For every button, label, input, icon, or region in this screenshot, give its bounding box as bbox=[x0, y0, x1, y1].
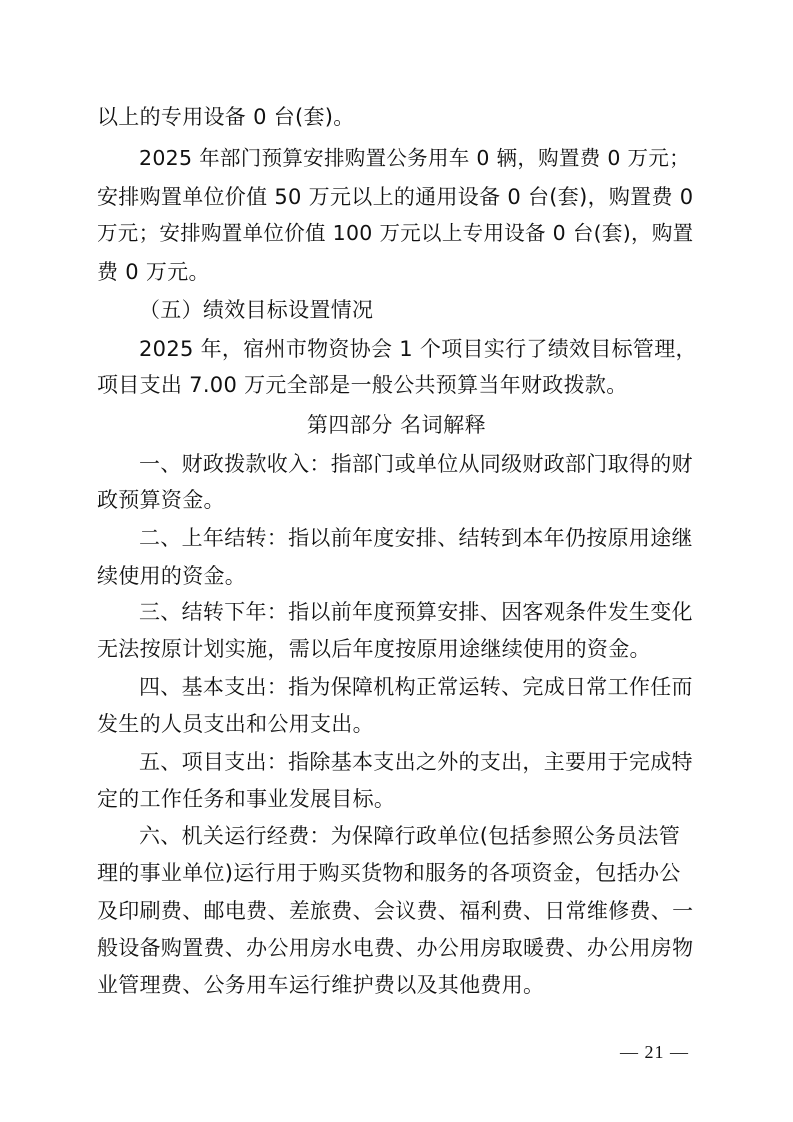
page-number: — 21 — bbox=[620, 1042, 689, 1062]
definition-line: 四、基本支出：指为保障机构正常运转、完成日常工作任而 bbox=[139, 675, 693, 699]
text-line: 费 0 万元。 bbox=[97, 260, 210, 284]
definition-line: 一、财政拨款收入：指部门或单位从同级财政部门取得的财 bbox=[139, 452, 693, 476]
definition-line: 发生的人员支出和公用支出。 bbox=[97, 712, 374, 736]
definition-line: 二、上年结转：指以前年度安排、结转到本年仍按原用途继 bbox=[139, 526, 693, 550]
definition-line: 五、项目支出：指除基本支出之外的支出，主要用于完成特 bbox=[139, 750, 693, 774]
text-line: 安排购置单位价值 50 万元以上的通用设备 0 台(套)，购置费 0 bbox=[97, 185, 694, 209]
definition-line: 续使用的资金。 bbox=[97, 564, 247, 588]
definition-line: 业管理费、公务用车运行维护费以及其他费用。 bbox=[97, 973, 545, 997]
definition-line: 及印刷费、邮电费、差旅费、会议费、福利费、日常维修费、一 bbox=[97, 899, 694, 923]
definition-line: 六、机关运行经费：为保障行政单位(包括参照公务员法管 bbox=[139, 824, 680, 848]
definition-line: 三、结转下年：指以前年度预算安排、因客观条件发生变化 bbox=[139, 600, 693, 624]
text-line: 2025 年部门预算安排购置公务用车 0 辆，购置费 0 万元； bbox=[139, 146, 690, 170]
definition-line: 无法按原计划实施，需以后年度按原用途继续使用的资金。 bbox=[97, 637, 651, 661]
definition-line: 般设备购置费、办公用房水电费、办公用房取暖费、办公用房物 bbox=[97, 936, 694, 960]
definition-line: 政预算资金。 bbox=[97, 488, 225, 512]
text-line: 2025 年，宿州市物资协会 1 个项目实行了绩效目标管理， bbox=[139, 337, 697, 361]
text-line: 项目支出 7.00 万元全部是一般公共预算当年财政拨款。 bbox=[97, 373, 628, 397]
text-line: 万元；安排购置单位价值 100 万元以上专用设备 0 台(套)，购置 bbox=[97, 221, 694, 245]
definition-line: 理的事业单位)运行用于购买货物和服务的各项资金，包括办公 bbox=[97, 861, 681, 885]
definition-line: 定的工作任务和事业发展目标。 bbox=[97, 787, 396, 811]
section-title: 第四部分 名词解释 bbox=[306, 413, 487, 437]
text-line: 以上的专用设备 0 台(套)。 bbox=[97, 105, 355, 129]
subsection-heading: （五）绩效目标设置情况 bbox=[139, 298, 374, 322]
